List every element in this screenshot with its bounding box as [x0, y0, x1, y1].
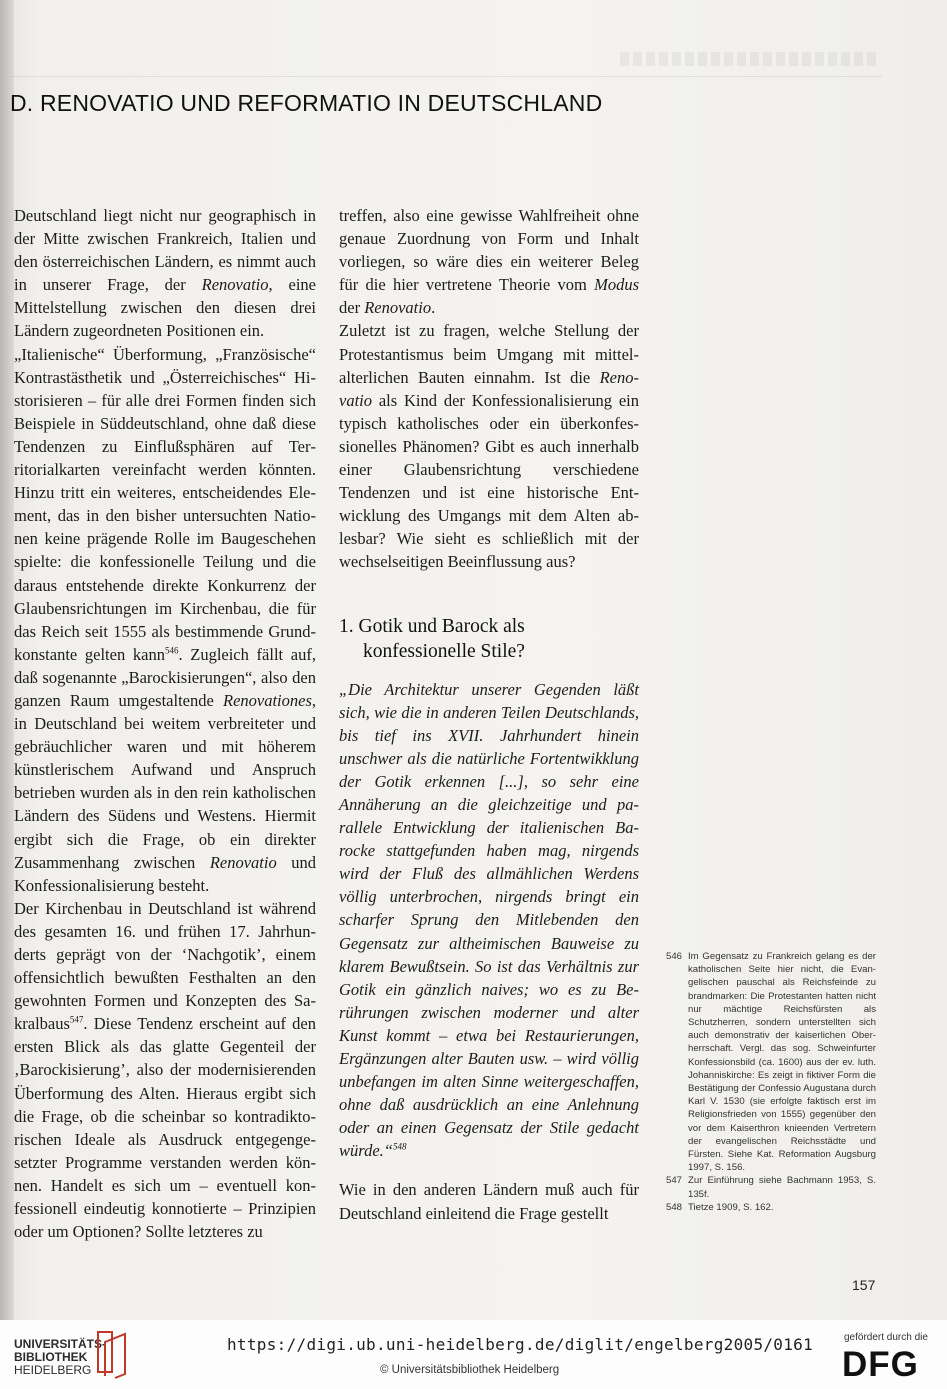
bleed-through-rule [12, 76, 882, 77]
footnote-ref[interactable]: 546 [164, 645, 179, 656]
paragraph: Wie in den anderen Ländern muß auch für Deutschland einleitend die Frage gestellt [339, 1180, 639, 1223]
footnotes [666, 950, 876, 1214]
footnote: 546 Im Gegensatz zu Frankreich gelang es der katholischen Seite hier nicht, die Evangelischen pauschal als Reichsfeinde zu brandmarken: Die Protestanten hatten nicht nur mächtige Reichsfürsten als Schutzherren, sondern unterstellten sich auch demonstrativ der kaiserlichen Oberherrschaft. Vergl. das sog. Schweinfurter Konfessionsbild (ca. 1600) aus der ev. luth. Johanniskirche: Es zeigt in fiktiver Form die Bestätigung der Confessio Augustana durch Karl V. 1530 (sie erfolgte faktisch erst im Religionsfrieden von 1555) gegenüber den vor dem Kaiserthron knieenden Vertretern der evangelischen Reichsstädte und Fürsten. Siehe Kat. Reformation Augsburg 1997, S. 156. [666, 951, 876, 1174]
library-emblem-icon [95, 1330, 131, 1380]
footnote: 548 Tietze 1909, S. 162. [666, 1201, 774, 1213]
viewer-footer [0, 1320, 947, 1389]
paragraph: Zuletzt ist zu fragen, welche Stellung der Protestantismus beim Umgang mit mittelalterlichen Bauten einnahm. Ist die Renovatio als Kind der Konfessionalisierung ein typisch katholisches oder ein überkonfessionelles Phänomen? Gibt es auch innerhalb einer Glaubensrichtung verschiedene Tendenzen und ist eine historische Entwicklung des Umgangs mit dem Alten ablesbar? Wie sieht es schließlich mit der wechselseitigen Beeinflussung aus? [339, 321, 639, 572]
funding-label: gefördert durch die [844, 1332, 928, 1343]
section-heading: 1. Gotik und Barock als konfessionelle Stile? [339, 615, 525, 662]
paragraph: Der Kirchenbau in Deutschland ist während des gesamten 16. und frühen 17. Jahrhunderts geprägt von der ‘Nachgotik’, einem offensichtlich bewußten Festhalten an den gewohnten Formen und Konzepten des Sakralbaus$^{547}$. Diese Tendenz erscheint auf den ersten Blick als das glatte Gegenteil der ‚Barockisierung’, also der modernisierenden Überformung des Alten. Hieraus ergibt sich die Frage, ob die scheinbar so kontradiktorischen Ideale als Ausdruck entgegengesetzter Programme verstanden werden können. Handelt es sich um – eventuell konfessionell eindeutig konnotierte – Prinzipien oder um Optionen? Sollte letzteres zu [14, 898, 316, 1242]
bleed-through-header [620, 52, 880, 66]
library-logo[interactable]: UNIVERSITÄTS- BIBLIOTHEK HEIDELBERG [14, 1337, 107, 1377]
permalink[interactable]: https://digi.ub.uni-heidelberg.de/diglit/engelberg2005/0161 [227, 1335, 814, 1354]
dfg-logo-text: DFG [842, 1346, 919, 1380]
block-quote: „Die Architektur unserer Gegenden läßt sich, wie die in anderen Teilen Deutschlands, bis tief ins XVII. Jahrhundert hinein unschwer als die natürliche Fortentwikklung der Gotik erkennen [...], so sehr eine Annäherung an die gleichzeitige und parallele Entwicklung der italienischen Barocke stattgefunden haben mag, nirgends wird der Fluß des allmählichen Werdens völlig unterbrochen, nirgends bringt ein scharfer Sprung den Mitlebenden den Gegensatz zur altheimischen Bauweise zu klarem Bewußtsein. So ist das Verhältnis zur Gotik ein gänzlich naives; wo es zu Berührungen zwischen moderner und alter Kunst kommt – etwa bei Restaurierungen, Ergänzungen alter Bauten usw. – wird völlig unbefangen im alten Sinne weitergeschaffen, ohne daß ausdrücklich an eine Anlehnung oder an einen Gegensatz der Stile gedacht würde.“$^{548}$ [339, 679, 639, 1161]
page-number: 157 [852, 1277, 876, 1293]
paragraph: treffen, also eine gewisse Wahlfreiheit ohne genaue Zuordnung von Form und Inhalt vorliegen, so wäre dies ein weiterer Beleg für die hier vertretene Theorie vom Modus der Renovatio. [339, 206, 639, 318]
right-column [339, 204, 639, 1225]
chapter-heading: D. RENOVATIO UND REFORMATIO IN DEUTSCHLAND [10, 90, 603, 116]
paragraph: Deutschland liegt nicht nur geographisch in der Mitte zwischen Frankreich, Italien und den österreichischen Ländern, es nimmt auch in unserer Frage, der Renovatio, eine Mittelstellung zwischen den diesen drei Ländern zugeordneten Positionen ein. [14, 206, 317, 341]
paragraph: „Italienische“ Überformung, „Französische“ Kontrastästhetik und „Österreichisches“ Historisieren – für alle drei Formen finden sich Beispiele in Süddeutschland, ohne daß diese Tendenzen zu Einflußsphären auf Territorialkarten vereinfacht werden könnten. Hinzu tritt ein weiteres, entscheidendes Element, das in den bisher untersuchten Nationen keine prägende Rolle im Baugeschehen spielte: die konfessionelle Teilung und die daraus entstehende direkte Konkurrenz der Glaubensrichtungen im Kirchenbau, die für das Reich seit 1555 als bestimmende Grundkonstante gelten kann$^{546}$. Zugleich fällt auf, daß sogenannte „Barockisierungen“, also den ganzen Raum umgestaltende Renovationes, in Deutschland bei weitem verbreiteter und gebräuchlicher waren und mit höherem künstlerischem Aufwand und Anspruch betrieben wurden als in den rein katholischen Ländern des Südens und Westens. Hiermit ergibt sich die Frage, ob ein direkter Zusammenhang zwischen Renovatio und Konfessionalisierung besteht. [14, 344, 317, 895]
footnote: 547 Zur Einführung siehe Bachmann 1953, S. 135f. [666, 1175, 876, 1200]
left-column [14, 204, 316, 1243]
binding-edge [0, 0, 14, 1320]
footnote-ref[interactable]: 547 [69, 1014, 84, 1025]
footnote-ref[interactable]: 548 [392, 1141, 407, 1152]
dfg-logo[interactable] [842, 1346, 934, 1380]
copyright-notice: © Universitätsbibliothek Heidelberg [380, 1364, 560, 1376]
